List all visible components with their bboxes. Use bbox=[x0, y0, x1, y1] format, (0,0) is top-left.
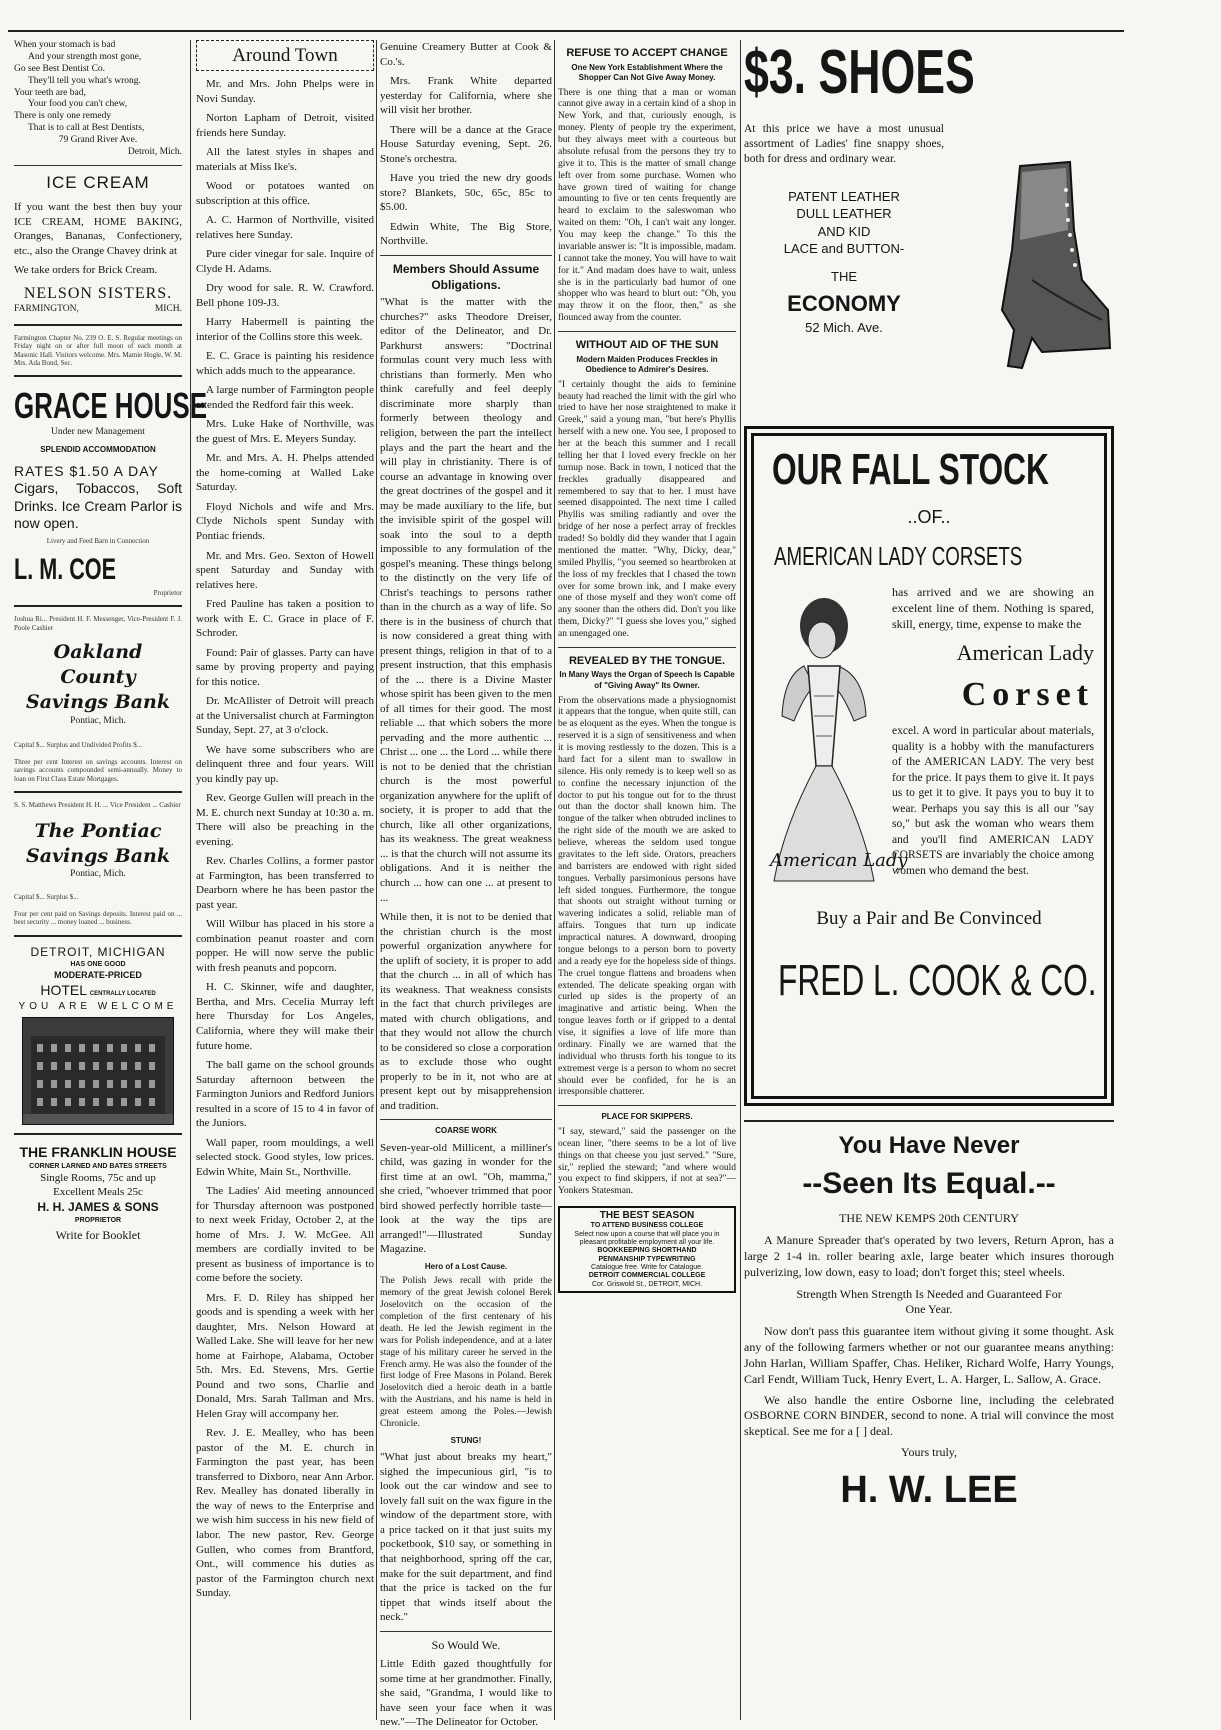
american-lady-script: American Lady bbox=[770, 849, 908, 871]
butter-notice: Genuine Creamery Butter at Cook & Co.'s. bbox=[380, 41, 552, 68]
detroit-one: HAS ONE GOOD bbox=[70, 961, 126, 969]
divider bbox=[558, 331, 736, 332]
divider bbox=[380, 255, 552, 256]
members-body: "What is the matter with the churches?" asks Theodore Dreiser, editor of the Delineator, and Dr. Parkhurst answers: "Doctrinal formulas count very much less with christians than formerly. Men who think carefully and feel deeply discriminate more sharply than formerly between theology and religion, between the part the intellect plays and the part the heart and the will play in christianity. There is of course an advantage in knowing over the great doctrines of the gospel and it may be made auxiliary to the life, but the invisible spirit of the gospel will soak into the soul to a depth impossible to any formulation of the gospel's meaning. These things belong to the distinctly on the very life of Christ's teachings to persons rather than in the church as a way of life. So there is in the business of church that is now considered a great thing with present things, religion in that of to a present instruction, that this emphasis of the ... there is a Divine Master whose spirit has been given to the men of all times for their good. The most reliable ... that which sobers the more pervading and the more authentic ... Christ ... one ... the Lord ... while there is not to be denied that the christian church is the most powerful organization anywhere for the uplift of society, it is proper to add that the church, like all other organizations, has its weakness. The great weakness ... is that the church will not assume its obligations. And it is neither the church ... how can one ... at present to ... bbox=[380, 296, 552, 904]
local-news-list bbox=[196, 77, 374, 1601]
nelson-location: FARMINGTON, MICH. bbox=[14, 303, 182, 314]
grace-accommodation: SPLENDID ACCOMMODATION bbox=[40, 445, 156, 455]
column-rule bbox=[740, 40, 741, 1720]
coe-title: Proprietor bbox=[153, 589, 182, 598]
business-college-ad: THE BEST SEASON TO ATTEND BUSINESS COLLEGE Select now upon a course that will place you in pleasant profitable employment all your life. BOOKKEEPING SHORTHAND PENMANSHIP TYPEWRITING Catalogue free. Write for Catalogue. DETROIT COMMERCIAL COLLEGE Cor. Griswold St., DETROIT, MICH. bbox=[558, 1206, 736, 1293]
local-news-item: Norton Lapham of Detroit, visited friends here Sunday. bbox=[196, 112, 374, 139]
column-rule bbox=[190, 40, 191, 1720]
refuse-change-subhead: One New York Establishment Where the Shopper Can Not Give Away Money. bbox=[571, 62, 723, 83]
yours-truly: Yours truly, bbox=[900, 1445, 957, 1460]
local-news-item: E. C. Grace is painting his residence which adds much to the appearance. bbox=[196, 350, 374, 377]
skippers-heading: PLACE FOR SKIPPERS. bbox=[601, 1112, 693, 1122]
corset-ad bbox=[744, 426, 1114, 1106]
divider bbox=[380, 1119, 552, 1120]
detroit-heading: DETROIT, MICHIGAN bbox=[30, 944, 166, 959]
bank1-name: Oakland County bbox=[53, 641, 143, 689]
tongue-subhead: In Many Ways the Organ of Speech Is Capable of "Giving Away" Its Owner. bbox=[559, 670, 735, 691]
divider bbox=[14, 935, 182, 937]
franklin-proprietor-label: PROPRIETOR bbox=[74, 1216, 122, 1224]
divider bbox=[558, 1105, 736, 1106]
bank2-officers: S. S. Matthews President H. H. ... Vice President ... Cashier bbox=[14, 800, 181, 809]
detroit-welcome: YOU ARE WELCOME bbox=[18, 1000, 178, 1012]
without-sun-body: "I certainly thought the aids to feminine beauty had reached the limit with the girl who tried to have her nose straightened to make it Greek," said a young man, "but here's Phyllis herself with a new one. You see, I proposed to her at the beach this summer and I recall telling her that I loved every freckle on her turnup nose. Back in town, I noticed that the freckles gradually disappeared and remembered to say that to her. I must have seemed disappointed. The next time I called Phyllis was smiling radiantly and over the bridge of her nose a perfect array of freckles traded! So boldly did they wander that I again mentioned the matter. "Why, Dicky, dear," smiled Phyllis, "you seemed so heartbroken at the loss of my freckles that I chased the town over for some brown ink, and I make every one of those myself and they won't come off any sooner than the others did. Don't you like them, Dicky?" "I guess she loves you," sighed an unengaged one. bbox=[558, 379, 736, 640]
notices-list bbox=[380, 74, 552, 249]
fred-cook-firm: FRED L. COOK & CO. bbox=[778, 955, 1097, 1005]
lady-portrait-icon bbox=[764, 586, 908, 886]
column-4 bbox=[558, 40, 736, 1720]
nelson-sisters: NELSON SISTERS. bbox=[23, 284, 173, 302]
local-news-item: Wall paper, room mouldings, a well selected stock. Good styles, low prices. Edwin White, Main St., Northville. bbox=[196, 1136, 374, 1178]
skippers-body: "I say, steward," said the passenger on the ocean liner, "there seems to be a lot of live things on that cheese you just served." "Sure, sir," replied the steward; "and where would you expect to find skippers, if not at sea?"—Yonkers Statesman. bbox=[558, 1126, 736, 1197]
stung-heading: STUNG! bbox=[450, 1435, 482, 1445]
local-news-item: Harry Habermell is painting the interior of the Collins store this week. bbox=[196, 316, 374, 343]
local-news-item: Will Wilbur has placed in his store a combination peanut roaster and corn popper. He will now serve the public with fresh peanuts and popcorn. bbox=[196, 918, 374, 974]
franklin-corner: CORNER LARNED AND BATES STREETS bbox=[29, 1162, 167, 1170]
local-news-item: Dr. McAllister of Detroit will preach at the Universalist church at Farmington Sunday, Sept. 27, at 3 o'clock. bbox=[196, 695, 374, 737]
buy-pair-line: Buy a Pair and Be Convinced bbox=[816, 907, 1042, 929]
chapter-notice: Farmington Chapter No. 239 O. E. S. Regular meetings on Friday night on or after full moon of each month at Masonic Hall. Visitors welcome. Mrs. Mamie Hogle, W. M. Mrs. Ada Bond, Sec. bbox=[14, 333, 182, 367]
lost-cause-heading: Hero of a Lost Cause. bbox=[424, 1261, 508, 1271]
local-news-item: A large number of Farmington people attended the Redford fair this week. bbox=[196, 384, 374, 411]
ice-cream-text: If you want the best then buy your ICE CREAM, HOME BAKING, Oranges, Bananas, Confectionery, etc., also the Orange Chavey drink at bbox=[14, 201, 182, 257]
column-5 bbox=[744, 40, 1114, 1720]
divider bbox=[744, 1120, 1114, 1122]
never-heading: You Have Never bbox=[838, 1132, 1020, 1159]
kemps-body-2: Now don't pass this guarantee item without giving it some thought. Ask any of the following farmers whether or not our guarantee means anything: John Harlan, William Spaffer, Chas. Heliker, Richard Wolfe, Harry Youngs, Carl Fendt, William Tuck, Henry Evert, L. A. Harger, L. Sallow, A. Grace. bbox=[744, 1324, 1114, 1386]
ice-cream-heading: ICE CREAM bbox=[46, 172, 150, 192]
grace-rates: RATES $1.50 A DAY bbox=[14, 462, 159, 479]
franklin-booklet: Write for Booklet bbox=[55, 1227, 141, 1242]
local-news-item: Rev. George Gullen will preach in the M. E. church next Sunday at 10:30 a. m. There will also be preaching in the evening. bbox=[196, 792, 374, 848]
hotel-building-icon bbox=[23, 1018, 173, 1124]
season-title: THE BEST SEASON bbox=[599, 1210, 695, 1222]
bank1-name: Savings Bank bbox=[25, 691, 171, 714]
boot-icon bbox=[962, 160, 1112, 370]
shoes-ad bbox=[744, 40, 1114, 420]
members-body: While then, it is not to be denied that the christian church is the most powerful organization anywhere for the uplift of society, it is proper to add that the church ... in all of which has its weakness. That weakness consists in the fact that church privileges are mated with church obligations, and that they would not allow the church to be considered so close a corporation as to exclude those who ought properly to be in it, not who are at present kept out by misapprehension and tradition. bbox=[380, 911, 552, 1112]
fall-stock-heading: OUR FALL STOCK bbox=[772, 445, 1049, 494]
coe-name: L. M. COE bbox=[14, 553, 117, 587]
bank1-officers: Joshua Ri... President H. F. Messenger, Vice-President F. J. Poole Cashier bbox=[14, 615, 182, 632]
divider bbox=[14, 791, 182, 793]
divider bbox=[14, 375, 182, 377]
so-would-we-heading: So Would We. bbox=[431, 1637, 501, 1652]
lost-cause-body: The Polish Jews recall with pride the memory of the great Jewish colonel Berek Joselovitch on the occasion of the completion of the first centenary of his death. He led the Jewish regiment in the wars for Polish independence, and at a later stage of his military career he served in the French army. He was also the founder of the first lodge of Free Masons in Poland. Berek Joselovitch died a heroic death in a battle with the Austrians, and his name is held in great esteem among the Poles.—Jewish Chronicle. bbox=[380, 1276, 552, 1429]
shoes-text: At this price we have a most unusual assortment of Ladies' fine snappy shoes, both for dress and ordinary wear. bbox=[744, 123, 944, 166]
notice-item: Mrs. Frank White departed yesterday for California, where she will visit her brother. bbox=[380, 75, 552, 117]
franklin-meals: Excellent Meals 25c bbox=[53, 1186, 143, 1199]
divider bbox=[14, 1133, 182, 1135]
notice-item: There will be a dance at the Grace House Saturday evening, Sept. 26. Stone's orchestra. bbox=[380, 123, 552, 165]
tongue-heading: REVEALED BY THE TONGUE. bbox=[568, 654, 726, 667]
franklin-house-title: THE FRANKLIN HOUSE bbox=[19, 1144, 177, 1161]
detroit-moderate: MODERATE-PRICED bbox=[54, 969, 142, 980]
corset-text-2: excel. A word in particular about materials, quality is a hobby with the manufacturers of the AMERICAN LADY. The very best for the price. It pays them to give it. It pays us to get it to give. It pays you to buy it to wear. Perhaps you say this is all our "say so," but ask the woman who wears them and you'll find AMERICAN LADY CORSETS are invariably the choice among women who demand the best. bbox=[892, 725, 1094, 877]
without-sun-heading: WITHOUT AID OF THE SUN bbox=[575, 339, 719, 352]
grace-house-title: GRACE HOUSE bbox=[14, 385, 207, 427]
bank2-city: Pontiac, Mich. bbox=[70, 869, 126, 880]
local-news-item: Mrs. Luke Hake of Northville, was the guest of Mrs. E. Meyers Sunday. bbox=[196, 418, 374, 445]
masthead-rule bbox=[8, 30, 1124, 32]
without-sun-subhead: Modern Maiden Produces Freckles in Obedience to Admirer's Desires. bbox=[576, 354, 718, 375]
divider bbox=[380, 1631, 552, 1632]
corset-of: ..OF.. bbox=[907, 507, 951, 527]
bank1-city: Pontiac, Mich. bbox=[70, 715, 126, 726]
notice-item: Have you tried the new dry goods store? Blankets, 50c, 65c, 85c to $5.00. bbox=[380, 172, 552, 214]
local-news-item: We have some subscribers who are delinquent three and four years. Will you kindly pay up. bbox=[196, 743, 374, 785]
kemps-heading: THE NEW KEMPS 20th CENTURY bbox=[839, 1211, 1019, 1226]
bank2-name: The Pontiac bbox=[34, 820, 162, 843]
column-rule bbox=[554, 40, 555, 1720]
economy-address: 52 Mich. Ave. bbox=[805, 319, 883, 335]
economy-store: ECONOMY bbox=[787, 291, 901, 317]
coarse-work-heading: COARSE WORK bbox=[435, 1126, 497, 1136]
local-news-item: Mr. and Mrs. John Phelps were in Novi Sunday. bbox=[196, 78, 374, 105]
local-news-item: Found: Pair of glasses. Party can have same by proving property and paying for this notice. bbox=[196, 646, 374, 688]
local-news-item: Mr. and Mrs. A. H. Phelps attended the home-coming at Walled Lake Saturday. bbox=[196, 452, 374, 494]
local-news-item: Rev. J. E. Mealley, who has been pastor of the M. E. church in Farmington the past year, has been transferred to Dixboro, near Ann Arbor. Rev. Mealley has donated liberally in the way of news to the Enterprise and we wish him success in his new field of labor. The new pastor, Rev. George Gullen, who comes from Brantford, Ont., will commence his duties as pastor of the Farmington church next Sunday. bbox=[196, 1427, 374, 1600]
franklin-proprietors: H. H. JAMES & SONS bbox=[37, 1199, 159, 1214]
column-2 bbox=[196, 40, 374, 1720]
divider bbox=[14, 605, 182, 607]
divider bbox=[14, 324, 182, 326]
bank1-capital: Capital $... Surplus and Undivided Profits $... bbox=[14, 741, 142, 750]
local-news-item: The Ladies' Aid meeting announced for Thursday afternoon was postponed to next week Friday, October 2, at the home of Mrs. J. W. McGee. All members are cordially invited to be present as business of importance is to come before the society. bbox=[196, 1185, 374, 1285]
corset-brand: AMERICAN LADY CORSETS bbox=[774, 540, 1023, 571]
dentist-verse: When your stomach is bad And your strength most gone, Go see Best Dentist Co. They'll tell you what's wrong. Your teeth are bad, Your food you can't chew, There is only one remedy That is to call at Best Dentists, 79 Grand River Ave. Detroit, Mich. bbox=[14, 40, 182, 157]
local-news-item: A. C. Harmon of Northville, visited relatives here Sunday. bbox=[196, 214, 374, 241]
bank2-terms: Four per cent paid on Savings deposits. Interest paid on ... best security ... money loaned ... business. bbox=[14, 909, 182, 927]
bank1-terms: Three per cent Interest on savings accounts. Interest on savings accounts compounded semi-annually. Money to loan on First Class Estate Mortgages. bbox=[14, 757, 182, 783]
american-lady-line: American Lady bbox=[956, 640, 1094, 666]
column-rule bbox=[376, 40, 377, 1720]
around-town-heading: Around Town bbox=[196, 40, 374, 71]
refuse-change-body: There is one thing that a man or woman cannot give away in a certain kind of a shop in New York, and that, curiously enough, is money. Plenty of people try the experiment, but they always meet with a courteous but absolute refusal from the persons they try to give it to. This is the matter of small change left over from some purchase. Women who have grown tired of waiting for change amounting to five or ten cents frequently are heard to exclaim to the saleswoman who waited on them: "Oh, I can't wait any longer. You may keep the change." To this the invariable answer is: "It is impossible, madam. I cannot take the money. You will have to wait for it." And madam does have to wait, unless she is in the particularly bad humor of one shopper who was heard to blurt out: "Oh, you may throw it on the floor, then," as she flounced away from the counter. bbox=[558, 87, 737, 324]
refuse-change-heading: REFUSE TO ACCEPT CHANGE bbox=[566, 47, 728, 59]
stung-body: "What just about breaks my heart," sighed the impecunious girl, "is to look out the car window and see to lovely fall suit on the wax figure in the window of the department store, with a price tacked on it that just suits my pocketbook, $10 say, or something in that neighborhood, spring off the car, make for the suit department, and find that the price is tacked on the fur tippet that winds itself about the neck." bbox=[380, 1451, 552, 1624]
corset-word: Corset bbox=[961, 676, 1094, 714]
detroit-hotel-line: HOTEL CENTRALLY LOCATED bbox=[40, 982, 156, 999]
local-news-item: Pure cider vinegar for sale. Inquire of Clyde H. Adams. bbox=[196, 248, 374, 275]
shoes-types: PATENT LEATHER DULL LEATHER AND KID LACE and BUTTON- THE ECONOMY 52 Mich. Ave. bbox=[744, 188, 944, 337]
so-would-we-body: Little Edith gazed thoughtfully for some time at her grandmother. Finally, she said, "Grandma, I would like to have seen your face when it was new."—The Delineator for October. bbox=[380, 1658, 552, 1729]
local-news-item: Mrs. F. D. Riley has shipped her goods and is spending a week with her daughter, Mrs. Nelson Howard at Walled Lake. She will leave for her new home at Fairhope, Alabama, October 5th. Mrs. Ed. Stevens, Mrs. Gertie Pound and two sons, Charlie and Donald, Mrs. Sarah Tallman and Mrs. Helen Gray will accompany her. bbox=[196, 1291, 374, 1420]
local-news-item: H. C. Skinner, wife and daughter, Bertha, and Mrs. Cecelia Murray left here Thursday for Los Angeles, California, where they will make their future home. bbox=[196, 981, 374, 1052]
tongue-body: From the observations made a physiognomist it appears that the tongue, when quite still, can be as eloquent as the eyes. When the tongue is reserved it is a sign of sensitiveness and when it is moving restlessly to the dozen. This is a hard fact for a silent man to swallow in silence. His only remedy is to keep well so as to confine the necessary injunction of the doctor to put his tongue out for to the thrust out than the doctor shall known him. The tongue of the talker when obtruded inclines to the right side of the mouth we are asked to believe, whereas the seldom used tongue gravitates to the left side. Orators, preachers and barristers are endowed with right sided tongues. Verbally parsimonious persons have left sided tongues. Furthermore, the tongue that shoots out straight without turning or wavering indicates a solid, reliable man of affairs. Tongues that turn up indicate impractical natures. A downward, drooping tongue belongs to a person born to poverty and a ready eye for the hopeless side of things. The cruel tongue flattens and broadens when extended. The delicate speaking organ with curled up sides is the property of an imaginative and artistic being. When the tongue leaves forth or if gripped to a dental vise, it signifies a love of life more than ordinary. Finally we are warned that the individual who thrusts forth his tongue to its extremest verge is a person to whom no secret should ever be confided, for he is an irresponsible chatterer. bbox=[558, 695, 736, 1098]
kemps-body: A Manure Spreader that's operated by two levers, Return Apron, has a large 2 1-4 in. roller bearing axle, large beater which insures thorough pulverizing, low down, easy to load; don't forget this; steel wheels. bbox=[744, 1233, 1114, 1279]
members-heading: Members Should Assume Obligations. bbox=[392, 261, 540, 292]
grace-livery: Livery and Feed Barn in Connection bbox=[46, 536, 150, 545]
seen-equal-heading: --Seen Its Equal.-- bbox=[802, 1166, 1056, 1200]
local-news-item: Dry wood for sale. R. W. Crawford. Bell phone 109-J3. bbox=[196, 282, 374, 309]
kemps-strength: Strength When Strength Is Needed and Guaranteed For One Year. bbox=[796, 1286, 1062, 1317]
shoes-heading: $3. SHOES bbox=[744, 38, 975, 107]
local-news-item: Mr. and Mrs. Geo. Sexton of Howell spent Saturday and Sunday with relatives here. bbox=[196, 549, 374, 591]
divider bbox=[14, 165, 182, 166]
hw-lee-signature: H. W. LEE bbox=[840, 1468, 1018, 1511]
corset-text: has arrived and we are showing an excelent line of them. Nothing is spared, skill, energy, time, expense to make the bbox=[892, 584, 1094, 632]
bank2-capital: Capital $... Surplus $... bbox=[14, 893, 79, 902]
kemps-body-3: We also handle the entire Osborne line, including the celebrated OSBORNE CORN BINDER, second to none. A trial will convince the most skeptical. See me for a [ ] deal. bbox=[744, 1392, 1114, 1439]
notice-item: Edwin White, The Big Store, Northville. bbox=[380, 220, 552, 248]
local-news-item: Floyd Nichols and wife and Mrs. Clyde Nichols spent Sunday with Pontiac friends. bbox=[196, 500, 374, 542]
hotel-building-image bbox=[22, 1017, 174, 1125]
local-news-item: Rev. Charles Collins, a former pastor at Farmington, has been transferred to Dearborn where he has been pastor the past year. bbox=[196, 855, 374, 911]
local-news-item: Wood or potatoes wanted on subscription at this office. bbox=[196, 180, 374, 207]
franklin-rooms: Single Rooms, 75c and up bbox=[40, 1171, 156, 1184]
local-news-item: The ball game on the school grounds Saturday afternoon between the Farmington Juniors and Redford Juniors resulted in a score of 15 to 4 in favor of the Juniors. bbox=[196, 1059, 374, 1130]
local-news-item: All the latest styles in shapes and materials at Miss Ike's. bbox=[196, 146, 374, 173]
grace-management: Under new Management bbox=[51, 427, 145, 438]
column-3 bbox=[380, 40, 552, 1729]
local-news-item: Fred Pauline has taken a position to work with E. C. Grace in place of F. Schroder. bbox=[196, 598, 374, 640]
coarse-work-body: Seven-year-old Millicent, a milliner's child, was gazing in wonder for the first time at an owl. "Oh, mamma," she cried, "whoever trimmed that poor bird showed perfectly horrible taste—look at the way the tips are arranged!"—Illustrated Sunday Magazine. bbox=[380, 1141, 552, 1256]
ice-cream-brick: We take orders for Brick Cream. bbox=[14, 264, 158, 277]
divider bbox=[558, 647, 736, 648]
column-1 bbox=[14, 40, 207, 1720]
bank2-name: Savings Bank bbox=[25, 845, 171, 868]
grace-services: Cigars, Tobaccos, Soft Drinks. Ice Cream Parlor is now open. bbox=[14, 480, 182, 532]
